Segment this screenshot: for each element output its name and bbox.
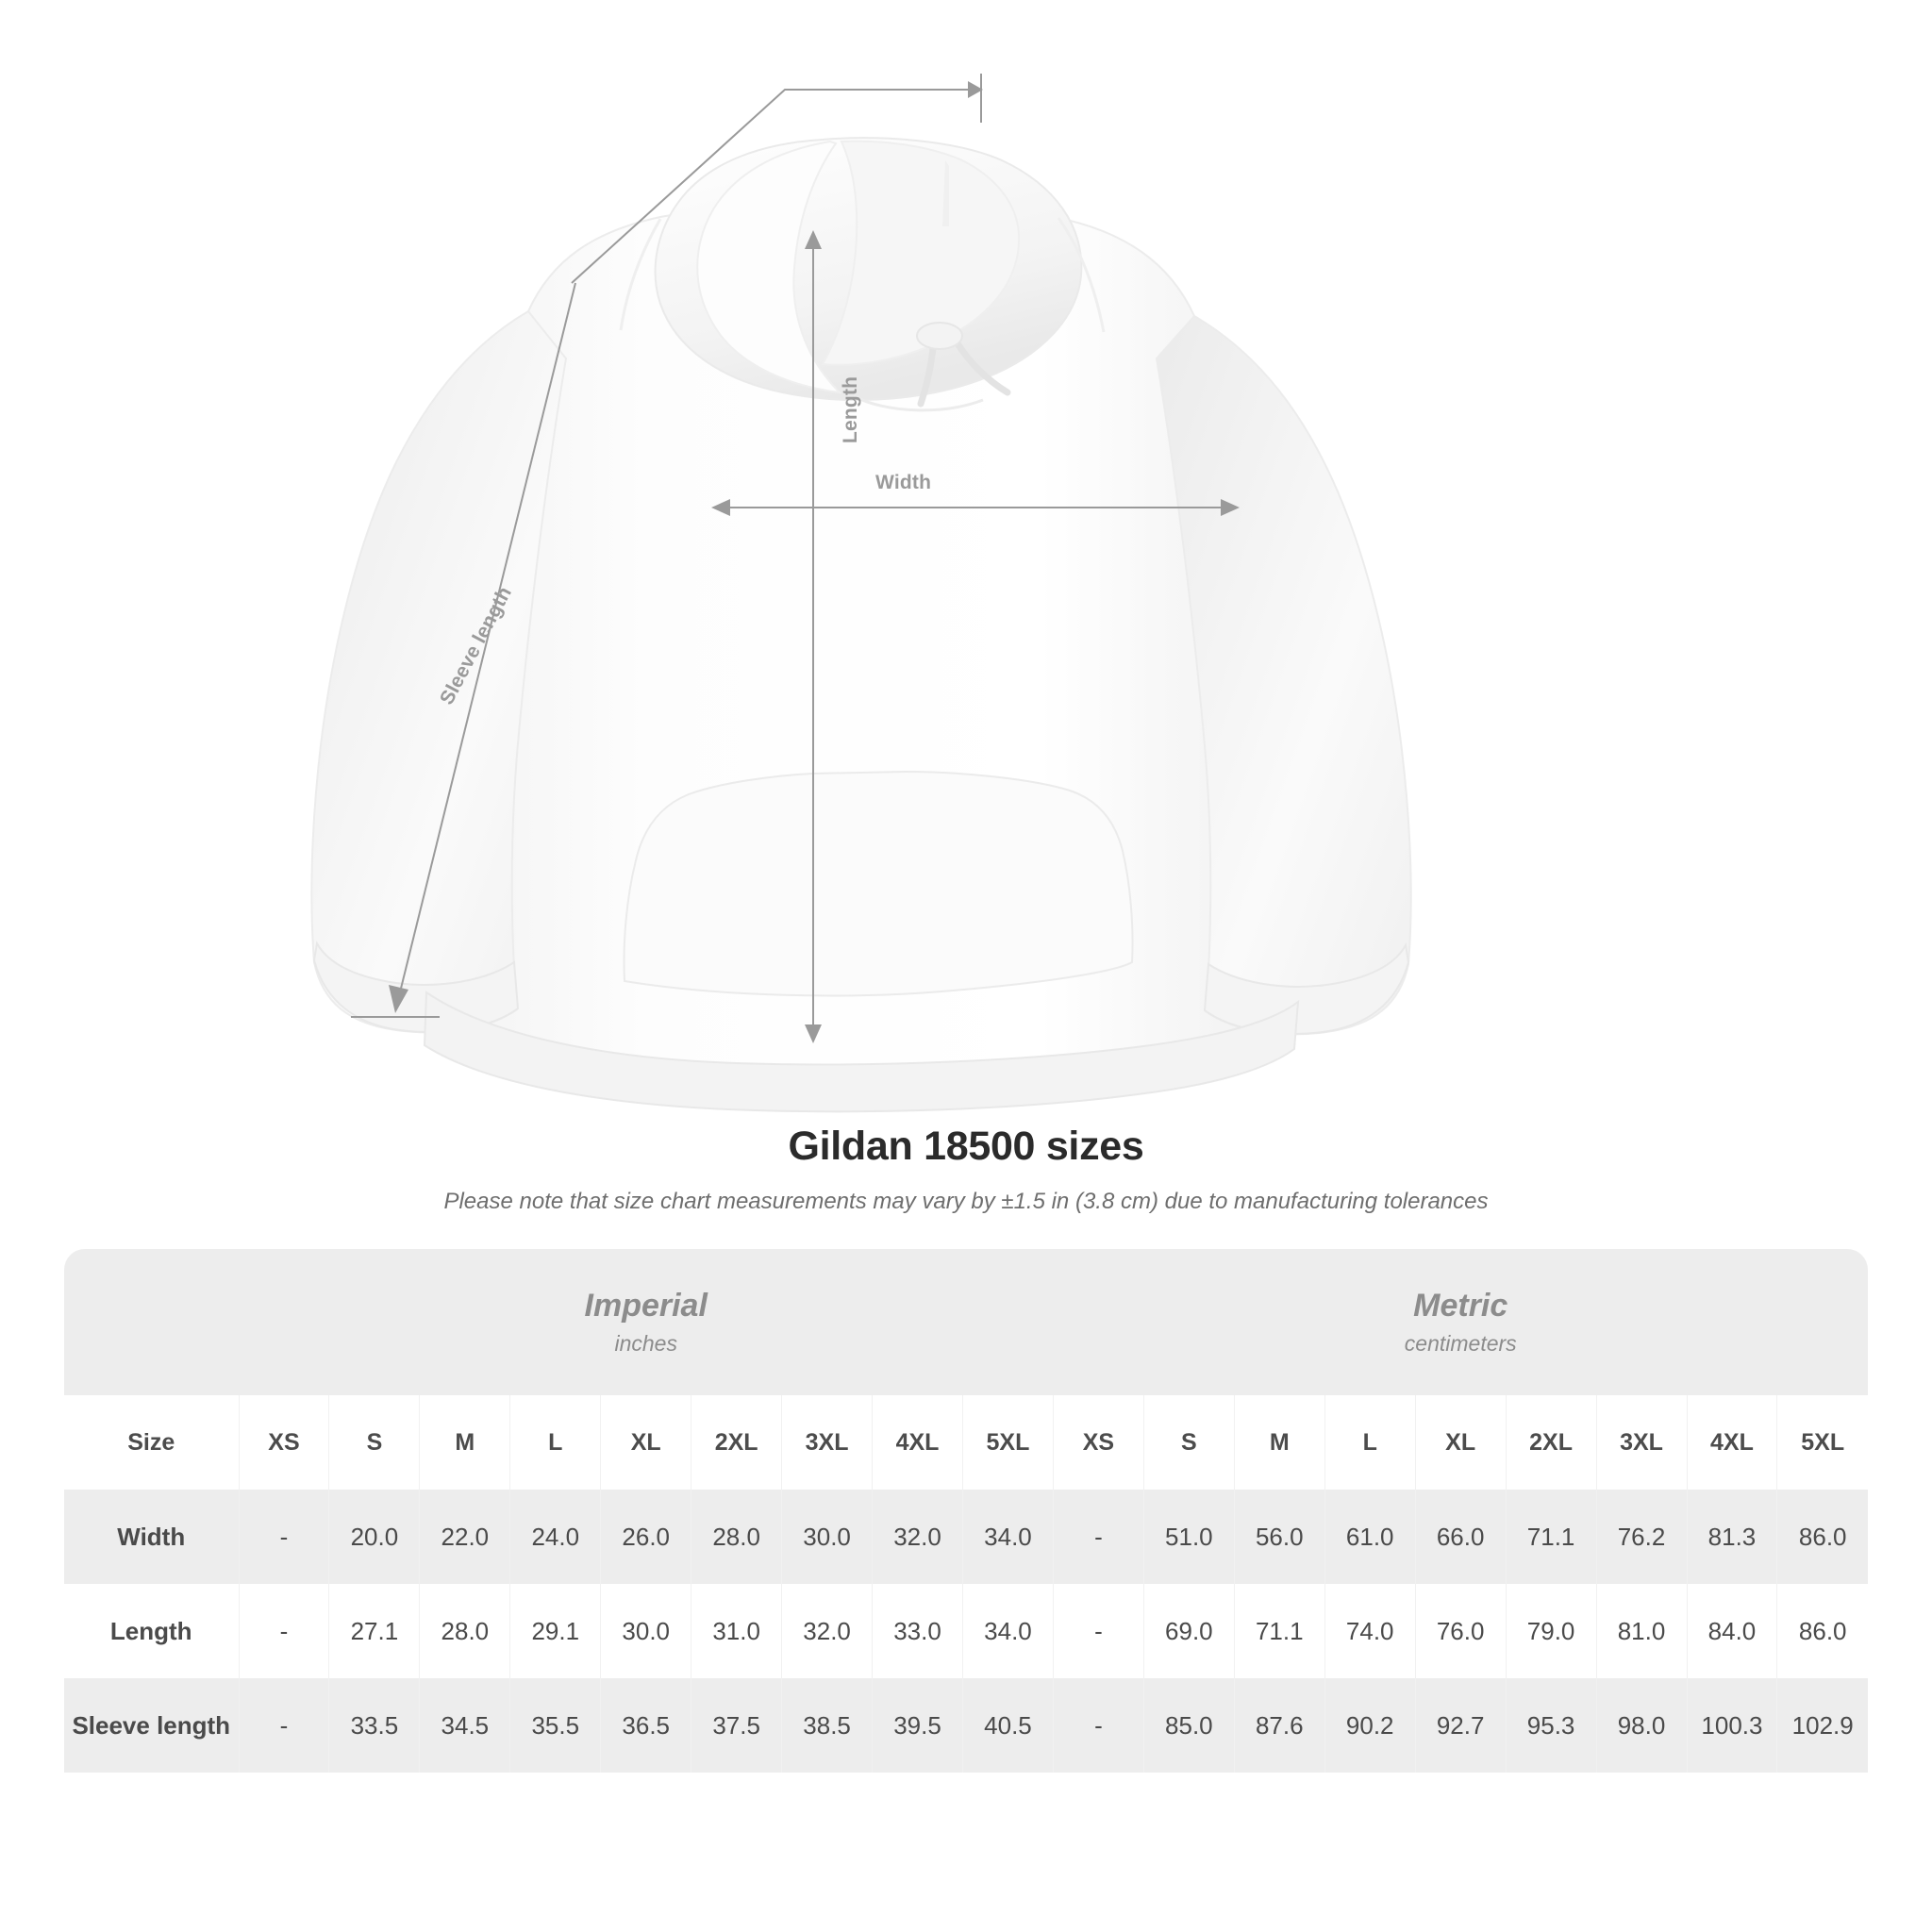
cell: 27.1 (329, 1584, 420, 1678)
column-header: L (510, 1395, 601, 1490)
cell: 29.1 (510, 1584, 601, 1678)
row-label-width: Width (64, 1490, 239, 1584)
column-header: S (329, 1395, 420, 1490)
cell: 79.0 (1506, 1584, 1596, 1678)
metric-unit-sub: centimeters (1404, 1330, 1517, 1356)
table-header-row (64, 1395, 1868, 1490)
table-row (64, 1678, 1868, 1773)
page-title: Gildan 18500 sizes (788, 1124, 1144, 1169)
cell: 84.0 (1687, 1584, 1777, 1678)
table-row (64, 1490, 1868, 1584)
size-table-wrapper (64, 1249, 1868, 1773)
cell: 38.5 (782, 1678, 873, 1773)
cell: 36.5 (601, 1678, 691, 1773)
column-header: 2XL (1506, 1395, 1596, 1490)
cell: 71.1 (1506, 1490, 1596, 1584)
imperial-unit-cell (239, 1249, 1053, 1395)
cell: - (239, 1584, 329, 1678)
cell: 100.3 (1687, 1678, 1777, 1773)
column-header: XL (1415, 1395, 1506, 1490)
sleeve-length-label: Sleeve length (436, 583, 517, 708)
column-header: 5XL (1777, 1395, 1868, 1490)
column-header: L (1324, 1395, 1415, 1490)
cell: 61.0 (1324, 1490, 1415, 1584)
row-label-sleeve-length: Sleeve length (64, 1678, 239, 1773)
cell: 56.0 (1234, 1490, 1324, 1584)
imperial-unit-name: Imperial (584, 1288, 708, 1324)
column-header: M (420, 1395, 510, 1490)
cell: 76.0 (1415, 1584, 1506, 1678)
sleeve-leader-line (572, 90, 981, 283)
cell: 51.0 (1143, 1490, 1234, 1584)
cell: 30.0 (782, 1490, 873, 1584)
cell: 22.0 (420, 1490, 510, 1584)
cell: 76.2 (1596, 1490, 1687, 1584)
cell: 31.0 (691, 1584, 782, 1678)
column-header: XS (1053, 1395, 1143, 1490)
cell: 33.5 (329, 1678, 420, 1773)
cell: 87.6 (1234, 1678, 1324, 1773)
cell: 81.3 (1687, 1490, 1777, 1584)
cell: 32.0 (873, 1490, 963, 1584)
length-label: Length (840, 375, 861, 443)
cell: 20.0 (329, 1490, 420, 1584)
metric-unit-name: Metric (1413, 1288, 1508, 1324)
cell: 74.0 (1324, 1584, 1415, 1678)
tolerance-note: Please note that size chart measurements may vary by ±1.5 in (3.8 cm) due to manufacturing tolerances (443, 1189, 1489, 1214)
cell: - (1053, 1584, 1143, 1678)
column-header: 2XL (691, 1395, 782, 1490)
cell: 26.0 (601, 1490, 691, 1584)
cell: 35.5 (510, 1678, 601, 1773)
size-table (64, 1249, 1868, 1773)
metric-unit-cell (1053, 1249, 1868, 1395)
cell: 71.1 (1234, 1584, 1324, 1678)
column-header: M (1234, 1395, 1324, 1490)
imperial-unit-sub: inches (614, 1330, 677, 1356)
cell: 95.3 (1506, 1678, 1596, 1773)
cell: 39.5 (873, 1678, 963, 1773)
column-header: 3XL (782, 1395, 873, 1490)
cell: - (239, 1490, 329, 1584)
title-block (0, 1124, 1932, 1215)
cell: 90.2 (1324, 1678, 1415, 1773)
cell: 33.0 (873, 1584, 963, 1678)
size-header-cell: Size (64, 1395, 239, 1490)
cell: 30.0 (601, 1584, 691, 1678)
cell: 40.5 (963, 1678, 1054, 1773)
table-row (64, 1584, 1868, 1678)
column-header: XL (601, 1395, 691, 1490)
units-row (64, 1249, 1868, 1395)
cell: 81.0 (1596, 1584, 1687, 1678)
cell: 32.0 (782, 1584, 873, 1678)
cell: 86.0 (1777, 1490, 1868, 1584)
cell: 37.5 (691, 1678, 782, 1773)
cell: 34.0 (963, 1490, 1054, 1584)
column-header: 3XL (1596, 1395, 1687, 1490)
units-spacer-cell (64, 1249, 239, 1395)
cell: 85.0 (1143, 1678, 1234, 1773)
cell: - (1053, 1678, 1143, 1773)
cell: 98.0 (1596, 1678, 1687, 1773)
row-label-length: Length (64, 1584, 239, 1678)
column-header: XS (239, 1395, 329, 1490)
cell: 69.0 (1143, 1584, 1234, 1678)
cell: - (1053, 1490, 1143, 1584)
column-header: 4XL (1687, 1395, 1777, 1490)
cell: 66.0 (1415, 1490, 1506, 1584)
cell: 28.0 (420, 1584, 510, 1678)
column-header: 4XL (873, 1395, 963, 1490)
cell: 34.0 (963, 1584, 1054, 1678)
cell: 86.0 (1777, 1584, 1868, 1678)
cell: 102.9 (1777, 1678, 1868, 1773)
cell: 28.0 (691, 1490, 782, 1584)
cell: - (239, 1678, 329, 1773)
width-label: Width (875, 472, 932, 493)
column-header: S (1143, 1395, 1234, 1490)
cell: 24.0 (510, 1490, 601, 1584)
cell: 34.5 (420, 1678, 510, 1773)
column-header: 5XL (963, 1395, 1054, 1490)
cell: 92.7 (1415, 1678, 1506, 1773)
